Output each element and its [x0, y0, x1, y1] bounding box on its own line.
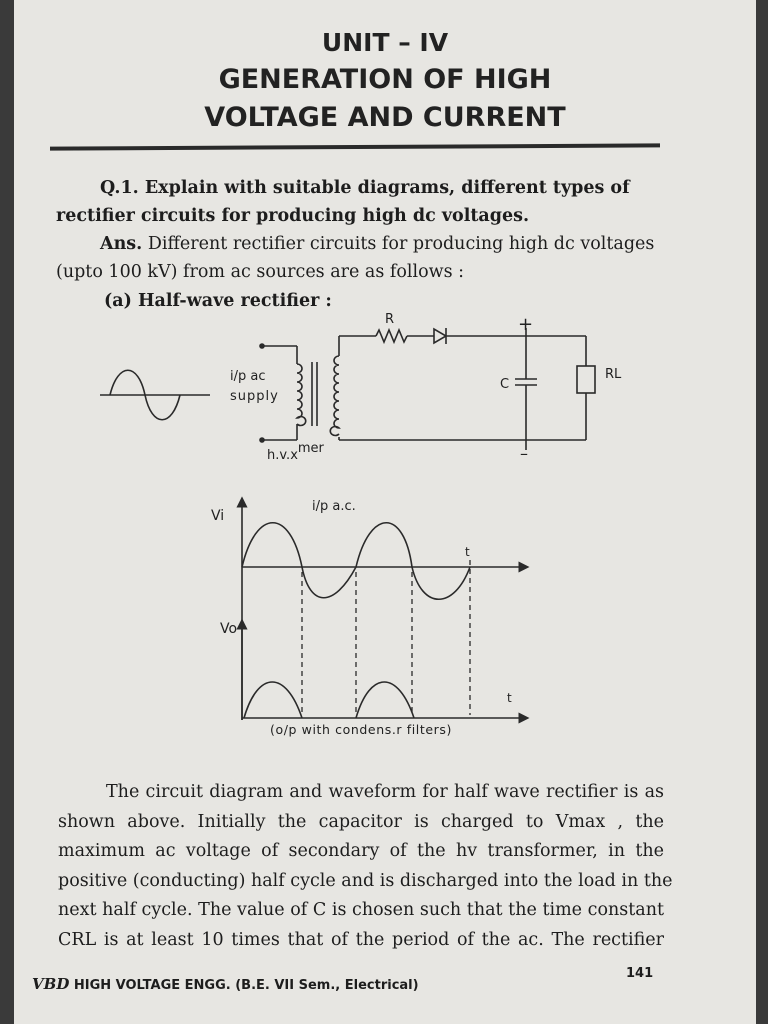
paragraph-line-5: next half cycle. The value of C is chosen such that the time constant — [58, 900, 664, 920]
input-t-label: t — [465, 545, 470, 559]
question-line-2: rectifier circuits for producing high dc voltages. — [56, 206, 530, 226]
chapter-title-line-1: GENERATION OF HIGH — [218, 64, 552, 95]
output-caption: (o/p with condens.r filters) — [270, 722, 452, 737]
transformer-label-sup: mer — [297, 441, 324, 456]
unit-heading: UNIT – IV — [321, 28, 449, 57]
book-title: HIGH VOLTAGE ENGG. (B.E. VII Sem., Electrical) — [69, 978, 419, 993]
answer-line-2: (upto 100 kV) from ac sources are as follows : — [56, 262, 465, 282]
question-line-1: Q.1. Explain with suitable diagrams, different types of — [100, 178, 630, 198]
load-resistor-box — [577, 366, 595, 393]
input-sine-wave — [242, 523, 470, 600]
load-label: RL — [605, 367, 622, 382]
output-hump-1 — [244, 682, 302, 718]
answer-label: Ans. — [100, 234, 143, 254]
half-wave-subheading: (a) Half-wave rectifier : — [104, 291, 332, 311]
input-supply-label-2: supply — [230, 389, 279, 404]
paragraph-line-3: maximum ac voltage of secondary of the hv transformer, in the — [58, 841, 664, 861]
page-footer — [32, 975, 419, 993]
half-wave-waveforms — [14, 490, 756, 765]
title-rule — [50, 143, 660, 150]
secondary-coil — [330, 356, 339, 436]
capacitor-label: C — [500, 377, 510, 392]
diode-symbol — [434, 329, 446, 343]
transformer-label — [267, 441, 325, 463]
vi-axis-label: Vi — [211, 508, 225, 524]
chapter-title-line-2: VOLTAGE AND CURRENT — [204, 102, 566, 133]
transformer-label-text: h.v.x — [267, 448, 298, 463]
answer-line-1 — [100, 230, 654, 258]
positive-terminal-label: + — [518, 314, 534, 335]
output-hump-2 — [356, 682, 414, 718]
paragraph-line-6: CRL is at least 10 times that of the period of the ac. The rectifier — [58, 929, 664, 950]
paragraph-line-1: The circuit diagram and waveform for half wave rectifier is as — [106, 782, 664, 802]
output-t-label: t — [507, 691, 512, 705]
paragraph-line-2: shown above. Initially the capacitor is charged to Vmax , the — [58, 811, 664, 832]
answer-line-1-text: Different rectifier circuits for producing high dc voltages — [142, 234, 655, 254]
half-wave-circuit-diagram — [14, 300, 756, 470]
negative-terminal-label: – — [520, 444, 528, 463]
resistor-label: R — [385, 312, 395, 327]
page — [14, 0, 756, 1024]
paragraph-line-4: positive (conducting) half cycle and is discharged into the load in the — [58, 870, 673, 891]
input-ac-label: i/p a.c. — [312, 499, 356, 514]
input-supply-label-1: i/p ac — [230, 369, 266, 384]
primary-terminal-bottom — [259, 437, 265, 443]
explanation-paragraph — [58, 778, 673, 955]
vo-axis-label: Vo — [220, 621, 238, 637]
primary-terminal-top — [259, 343, 265, 349]
resistor-zigzag — [376, 330, 407, 342]
publisher-logo: VBD — [32, 975, 70, 993]
primary-coil — [297, 364, 306, 426]
page-number: 141 — [626, 966, 654, 981]
